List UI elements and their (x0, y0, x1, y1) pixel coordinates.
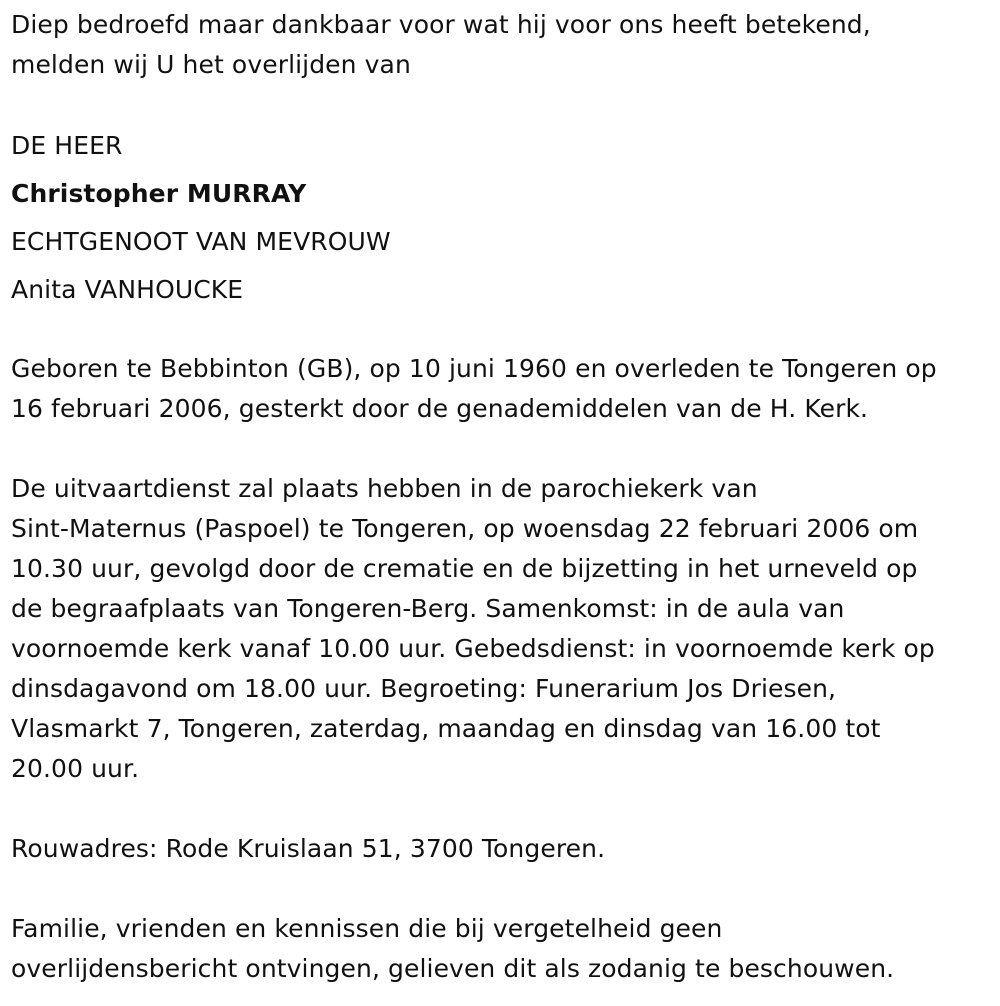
service-line: De uitvaartdienst zal plaats hebben in de parochiekerk van (11, 474, 758, 503)
service-line: voornoemde kerk vanaf 10.00 uur. Gebedsdienst: in voornoemde kerk op (11, 634, 935, 663)
intro-paragraph (11, 5, 871, 85)
service-line: de begraafplaats van Tongeren-Berg. Samenkomst: in de aula van (11, 594, 845, 623)
birth-death-line: 16 februari 2006, gesterkt door de genademiddelen van de H. Kerk. (11, 394, 869, 423)
family-note-line: Familie, vrienden en kennissen die bij vergetelheid geen (11, 914, 723, 943)
family-note-paragraph (11, 909, 894, 989)
service-line: Sint-Maternus (Paspoel) te Tongeren, op woensdag 22 februari 2006 om (11, 514, 919, 543)
address-paragraph (11, 829, 605, 869)
intro-line: melden wij U het overlijden van (11, 50, 411, 79)
intro-line: Diep bedroefd maar dankbaar voor wat hij voor ons heeft betekend, (11, 10, 871, 39)
honorific-title: DE HEER (11, 131, 123, 160)
service-line: 20.00 uur. (11, 754, 140, 783)
service-line: dinsdagavond om 18.00 uur. Begroeting: Funerarium Jos Driesen, (11, 674, 837, 703)
spouse-name: Anita VANHOUCKE (11, 275, 244, 304)
birth-death-paragraph (11, 349, 937, 429)
service-line: 10.30 uur, gevolgd door de crematie en de bijzetting in het urneveld op (11, 554, 918, 583)
spouse-label: ECHTGENOOT VAN MEVROUW (11, 227, 391, 256)
address-line: Rouwadres: Rode Kruislaan 51, 3700 Tongeren. (11, 834, 606, 863)
service-line: Vlasmarkt 7, Tongeren, zaterdag, maandag en dinsdag van 16.00 tot (11, 714, 881, 743)
service-paragraph (11, 469, 935, 789)
family-note-line: overlijdensbericht ontvingen, gelieven dit als zodanig te beschouwen. (11, 954, 895, 983)
name-block (11, 122, 391, 314)
deceased-name: Christopher MURRAY (11, 179, 307, 208)
birth-death-line: Geboren te Bebbinton (GB), op 10 juni 1960 en overleden te Tongeren op (11, 354, 937, 383)
